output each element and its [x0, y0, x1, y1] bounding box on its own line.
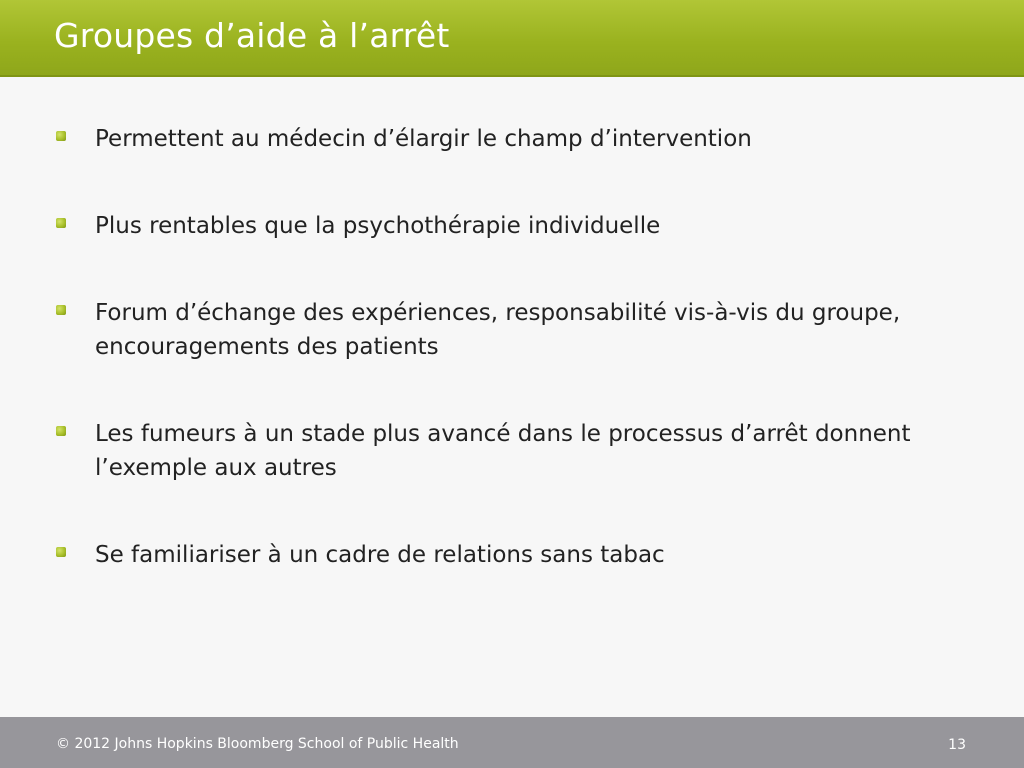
bullet-text: Permettent au médecin d’élargir le champ d’intervention: [95, 126, 752, 152]
square-bullet-icon: [56, 305, 66, 315]
square-bullet-icon: [56, 547, 66, 557]
page-number: 13: [948, 737, 966, 753]
square-bullet-icon: [56, 426, 66, 436]
bullet-text: Plus rentables que la psychothérapie individuelle: [95, 213, 661, 239]
bullet-text: Les fumeurs à un stade plus avancé dans le processus d’arrêt donnent l’exemple aux autres: [95, 421, 911, 481]
footer-bar: [0, 717, 1024, 768]
square-bullet-icon: [56, 218, 66, 228]
copyright-text: © 2012 Johns Hopkins Bloomberg School of Public Health: [56, 736, 459, 752]
bullet-text: Forum d’échange des expériences, responsabilité vis-à-vis du groupe, encouragements des patients: [95, 300, 901, 360]
bullet-text: Se familiariser à un cadre de relations sans tabac: [95, 542, 665, 568]
slide-title: Groupes d’aide à l’arrêt: [54, 16, 450, 55]
square-bullet-icon: [56, 131, 66, 141]
